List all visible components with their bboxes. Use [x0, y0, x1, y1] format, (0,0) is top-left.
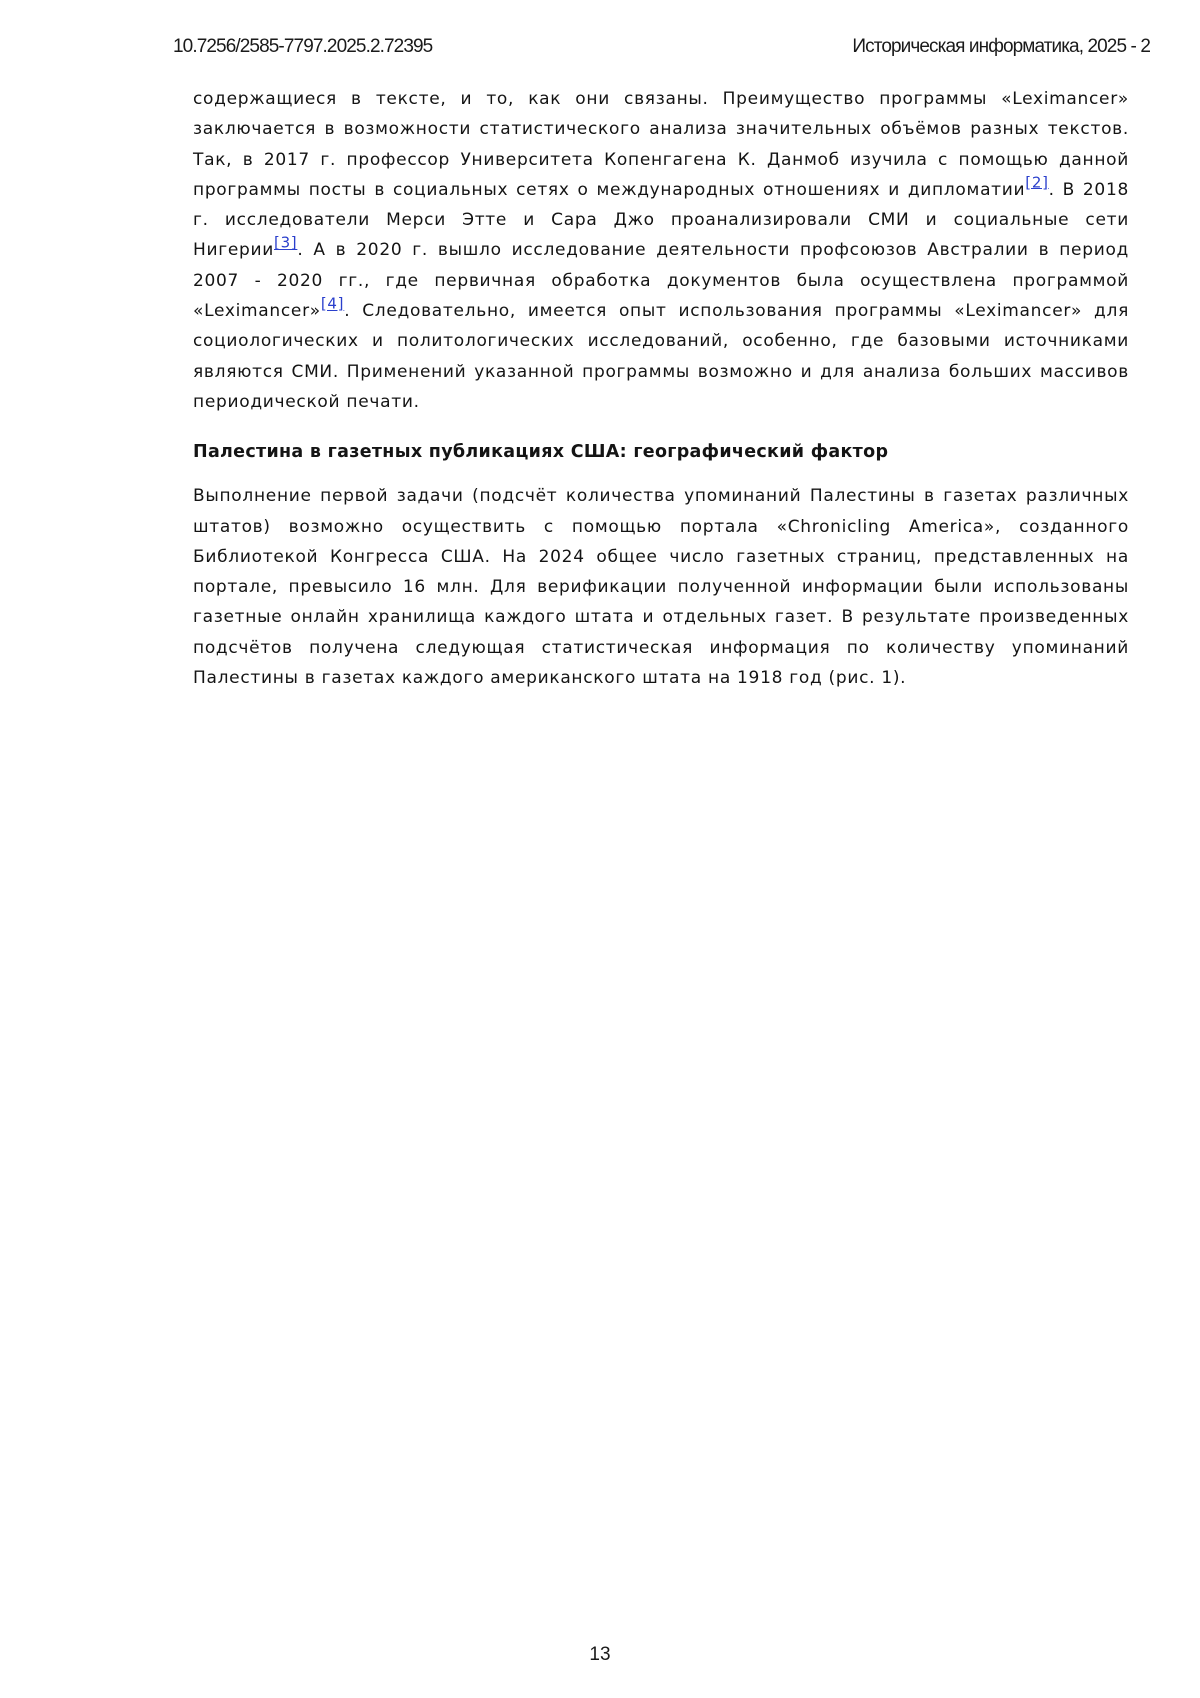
doi-label: 10.7256/2585-7797.2025.2.72395 — [173, 36, 433, 57]
paragraph-chronicling-america: Выполнение первой задачи (подсчёт количества упоминаний Палестины в газетах различных штатов) возможно осуществить с помощью портала «Chronicling America», созданного Библиотекой Конгресса США. На 2024 общее число газетных страниц, представленных на портале, превысило 16 млн. Для верификации полученной информации были использованы газетные онлайн хранилища каждого штата и отдельных газет. В результате произведенных подсчётов получена следующая статистическая информация по количеству упоминаний Палестины в газетах каждого американского штата на 1918 год (рис. 1). — [193, 486, 1129, 689]
footnote-ref-3[interactable]: [3] — [274, 233, 298, 252]
journal-title: Историческая информатика, 2025 - 2 — [852, 36, 1150, 57]
paragraph-text: . А в 2020 г. вышло исследование деятельности профсоюзов Австралии в период 2007 - 2020 гг., где первичная обработка документов была осуществлена программой «Leximancer» — [193, 240, 1129, 322]
article-body — [193, 84, 1129, 693]
section-heading: Палестина в газетных публикациях США: географический фактор — [193, 442, 889, 463]
paragraph-text: . В 2018 г. исследователи Мерси Этте и Сара Джо проанализировали СМИ и социальные сети Нигерии — [193, 179, 1129, 261]
page-number: 13 — [589, 1644, 611, 1665]
paragraph-text: . Следовательно, имеется опыт использования программы «Leximancer» для социологических и политологических исследований, особенно, где базовыми источниками являются СМИ. Применений указанной программы возможно и для анализа больших массивов периодической печати. — [193, 301, 1129, 412]
footnote-ref-4[interactable]: [4] — [320, 294, 345, 313]
paragraph-leximancer — [193, 84, 1129, 417]
footnote-ref-2[interactable]: [2] — [1025, 173, 1049, 192]
paragraph-text: содержащиеся в тексте, и то, как они связаны. Преимущество программы «Leximancer» заключается в возможности статистического анализа значительных объёмов разных текстов. Так, в 2017 г. профессор Университета Копенгагена К. Данмоб изучила с помощью данной программы посты в социальных сетях о международных отношениях и дипломатии — [193, 89, 1129, 200]
page-header — [173, 36, 1150, 60]
